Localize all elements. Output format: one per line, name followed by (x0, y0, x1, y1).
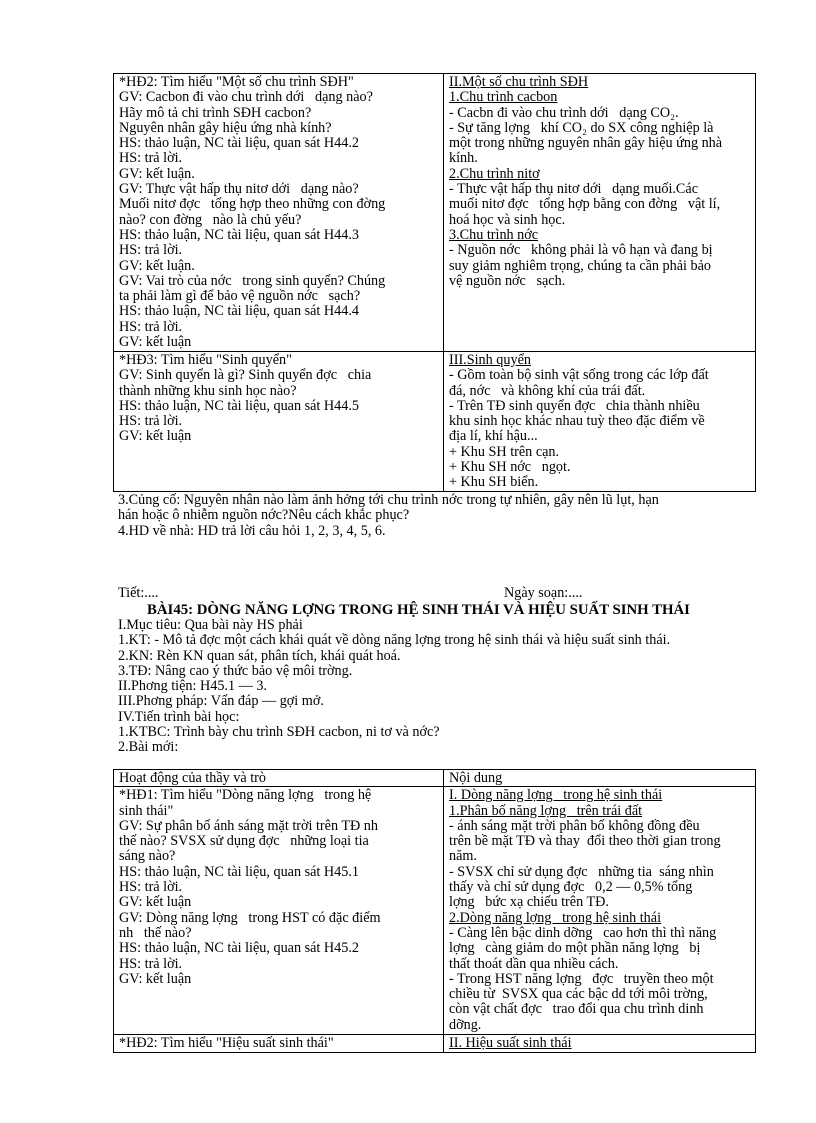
text-line: GV: kết luận. (119, 165, 195, 182)
text-line: suy giảm nghiêm trọng, chúng ta cần phải bảo (449, 257, 712, 274)
section-heading: II. Hiệu suất sinh thái (449, 1035, 572, 1052)
text-line: muối nitơ đợc tổng hợp bằng con đờng vật lí, (449, 196, 721, 213)
text-line: GV: kết luận (119, 428, 192, 445)
text-line: - Trong HST năng lợng đợc truyền theo một (449, 970, 714, 987)
consolidation-block (118, 493, 758, 539)
text-line: - Sự tăng lợng khí CO₂ do SX công nghiệp là (449, 119, 714, 136)
subsection-heading: 2.Chu trình nitơ (449, 165, 540, 182)
text-line: HS: thảo luận, NC tài liệu, quan sát H44.3 (119, 226, 359, 243)
text-line: GV: kết luận (119, 970, 192, 987)
teacher-student-cell (114, 74, 444, 352)
activity-table-1 (113, 73, 756, 492)
text-line: GV: Cacbon đi vào chu trình dới dạng nào? (119, 89, 373, 106)
text-line: 2.Bài mới: (118, 739, 179, 756)
text-line: Hãy mô tả chi trình SĐH cacbon? (119, 104, 312, 121)
text-line: năm. (449, 848, 477, 865)
content-cell (444, 1035, 756, 1052)
text-line: - Gồm toàn bộ sinh vật sống trong các lớp đất (449, 367, 709, 384)
text-line: GV: Vai trò của nớc trong sinh quyển? Chúng (119, 272, 386, 289)
text-line: GV: kết luận. (119, 257, 195, 274)
subsection-heading: 1.Chu trình cacbon (449, 89, 558, 106)
text-line: HS: trả lời. (119, 955, 183, 972)
text-line: GV: Sự phân bố ánh sáng mặt trời trên TĐ nh (119, 817, 378, 834)
prep-date-label: Ngày soạn:.... (504, 585, 583, 601)
text-line: 3.TĐ: Nâng cao ý thức bảo vệ môi trờng. (118, 662, 353, 679)
table-row (114, 352, 756, 492)
activity-table-2 (113, 769, 756, 1053)
section-heading: II.Một số chu trình SĐH (449, 74, 589, 90)
text-line: HS: thảo luận, NC tài liệu, quan sát H44.4 (119, 303, 359, 320)
text-line: dỡng. (449, 1016, 482, 1033)
table-row (114, 74, 756, 352)
text-line: lợng bức xạ chiếu trên TĐ. (449, 894, 609, 911)
text-line: + Khu SH trên cạn. (449, 443, 560, 460)
table-row (114, 787, 756, 1035)
table-row (114, 1035, 756, 1052)
hd3-heading: *HĐ3: Tìm hiểu "Sinh quyển" (119, 352, 292, 368)
text-line: thành những khu sinh học nào? (119, 382, 297, 399)
text-line: HS: thảo luận, NC tài liệu, quan sát H45.2 (119, 940, 359, 957)
text-line: hán hoặc ô nhiễm nguồn nớc?Nêu cách khắc phục? (118, 507, 410, 524)
text-line: III.Phơng pháp: Vấn đáp — gợi mở. (118, 693, 324, 710)
text-line: GV: Dòng năng lợng trong HST có đặc điểm (119, 909, 381, 926)
period-label: Tiết:.... (118, 585, 159, 601)
text-line: vệ nguồn nớc sạch. (449, 272, 566, 289)
text-line: thất thoát dần qua nhiều cách. (449, 955, 619, 972)
teacher-student-cell (114, 352, 444, 492)
text-line: sáng nào? (119, 848, 176, 865)
text-line: - Trên TĐ sinh quyển đợc chia thành nhiều (449, 397, 700, 414)
content-cell (444, 74, 756, 352)
text-line: HS: trả lời. (119, 318, 183, 335)
text-line: 4.HD về nhà: HD trả lời câu hỏi 1, 2, 3, 4, 5, 6. (118, 522, 386, 539)
text-line: HS: trả lời. (119, 413, 183, 430)
text-line: HS: thảo luận, NC tài liệu, quan sát H44.2 (119, 135, 359, 152)
hd2-heading: *HĐ2: Tìm hiểu "Hiệu suất sinh thái" (119, 1035, 334, 1052)
text-line: sinh thái" (119, 802, 174, 819)
teacher-student-cell (114, 787, 444, 1035)
text-line: - Nguồn nớc không phải là vô hạn và đang bị (449, 242, 713, 259)
text-line: còn vật chất đợc trao đổi qua chu trình dinh (449, 1001, 704, 1018)
text-line: Muối nitơ đợc tổng hợp theo những con đờng (119, 196, 386, 213)
text-line: khu sinh học khác nhau tuỳ theo đặc điểm về (449, 413, 705, 430)
text-line: 3.Củng cố: Nguyên nhân nào làm ảnh hởng tới chu trình nớc trong tự nhiên, gây nên lũ lụt, hạn (118, 492, 659, 508)
text-line: chiều từ SVSX qua các bậc dd tới môi trờng, (449, 986, 708, 1003)
text-line: I.Mục tiêu: Qua bài này HS phải (118, 617, 303, 633)
text-line: - SVSX chỉ sử dụng đợc những tia sáng nhìn (449, 863, 714, 880)
text-line: - Thực vật hấp thụ nitơ dới dạng muối.Các (449, 181, 698, 198)
text-line: 1.KTBC: Trình bày chu trình SĐH cacbon, ni tơ và nớc? (118, 724, 440, 741)
text-line: - Cacbn đi vào chu trình dới dạng CO₂. (449, 104, 679, 121)
text-line: thế nào? SVSX sử dụng đợc những loại tia (119, 833, 369, 850)
text-line: HS: thảo luận, NC tài liệu, quan sát H45.1 (119, 863, 359, 880)
text-line: nào? con đờng nào là chủ yếu? (119, 211, 302, 228)
text-line: + Khu SH nớc ngọt. (449, 459, 571, 476)
text-line: trên bề mặt TĐ và thay đổi theo thời gian trong (449, 833, 721, 850)
text-line: ta phải làm gì để bảo vệ nguồn nớc sạch? (119, 288, 361, 305)
text-line: hoá học và sinh học. (449, 211, 566, 228)
header-cell-activities: Hoạt động của thầy và trò (114, 770, 444, 787)
text-line: GV: kết luận (119, 334, 192, 351)
text-line: II.Phơng tiện: H45.1 — 3. (118, 678, 267, 695)
text-line: một trong những nguyên nhân gây hiệu ứng nhà (449, 135, 723, 152)
text-line: kính. (449, 150, 478, 167)
text-line: nh thế nào? (119, 924, 192, 941)
subsection-heading: 3.Chu trình nớc (449, 226, 539, 243)
text-line: lợng càng giảm do một phần năng lợng bị (449, 940, 701, 957)
text-line: GV: kết luận (119, 894, 192, 911)
content-cell (444, 352, 756, 492)
text-line: HS: trả lời. (119, 242, 183, 259)
lesson-title: BÀI45: DÒNG NĂNG LỢNG TRONG HỆ SINH THÁI VÀ HIỆU SUẤT SINH THÁI (147, 602, 690, 618)
text-line: địa lí, khí hậu... (449, 428, 538, 445)
text-line: HS: trả lời. (119, 879, 183, 896)
subsection-heading: 1.Phân bố năng lợng trên trái đất (449, 802, 643, 819)
text-line: IV.Tiến trình bài học: (118, 708, 240, 725)
text-line: 1.KT: - Mô tả đợc một cách khái quát về dòng năng lợng trong hệ sinh thái và hiệu suất sinh thái. (118, 632, 671, 649)
header-cell-content: Nội dung (444, 770, 756, 787)
lesson-intro (118, 618, 758, 756)
section-heading: I. Dòng năng lợng trong hệ sinh thái (449, 787, 663, 804)
text-line: GV: Sinh quyển là gì? Sinh quyển đợc chia (119, 367, 372, 384)
text-line: + Khu SH biển. (449, 474, 539, 491)
text-line: 2.KN: Rèn KN quan sát, phân tích, khái quát hoá. (118, 647, 401, 664)
text-line: - ánh sáng mặt trời phân bố không đồng đều (449, 817, 700, 834)
text-line: GV: Thực vật hấp thụ nitơ dới dạng nào? (119, 181, 359, 198)
text-line: - Càng lên bậc dinh dỡng cao hơn thì thì năng (449, 924, 717, 941)
hd1-heading: *HĐ1: Tìm hiểu "Dòng năng lợng trong hệ (119, 787, 372, 804)
section-heading: III.Sinh quyển (449, 352, 531, 368)
text-line: đá, nớc và không khí của trái đất. (449, 382, 646, 399)
content-cell (444, 787, 756, 1035)
table-header-row (114, 770, 756, 787)
hd2-heading: *HĐ2: Tìm hiểu "Một số chu trình SĐH" (119, 74, 354, 90)
text-line: HS: thảo luận, NC tài liệu, quan sát H44.5 (119, 397, 359, 414)
subsection-heading: 2.Dòng năng lợng trong hệ sinh thái (449, 909, 662, 926)
text-line: HS: trả lời. (119, 150, 183, 167)
teacher-student-cell (114, 1035, 444, 1052)
text-line: Nguyên nhân gây hiệu ứng nhà kính? (119, 119, 332, 136)
text-line: thấy và chỉ sử dụng đợc 0,2 — 0,5% tổng (449, 879, 693, 896)
